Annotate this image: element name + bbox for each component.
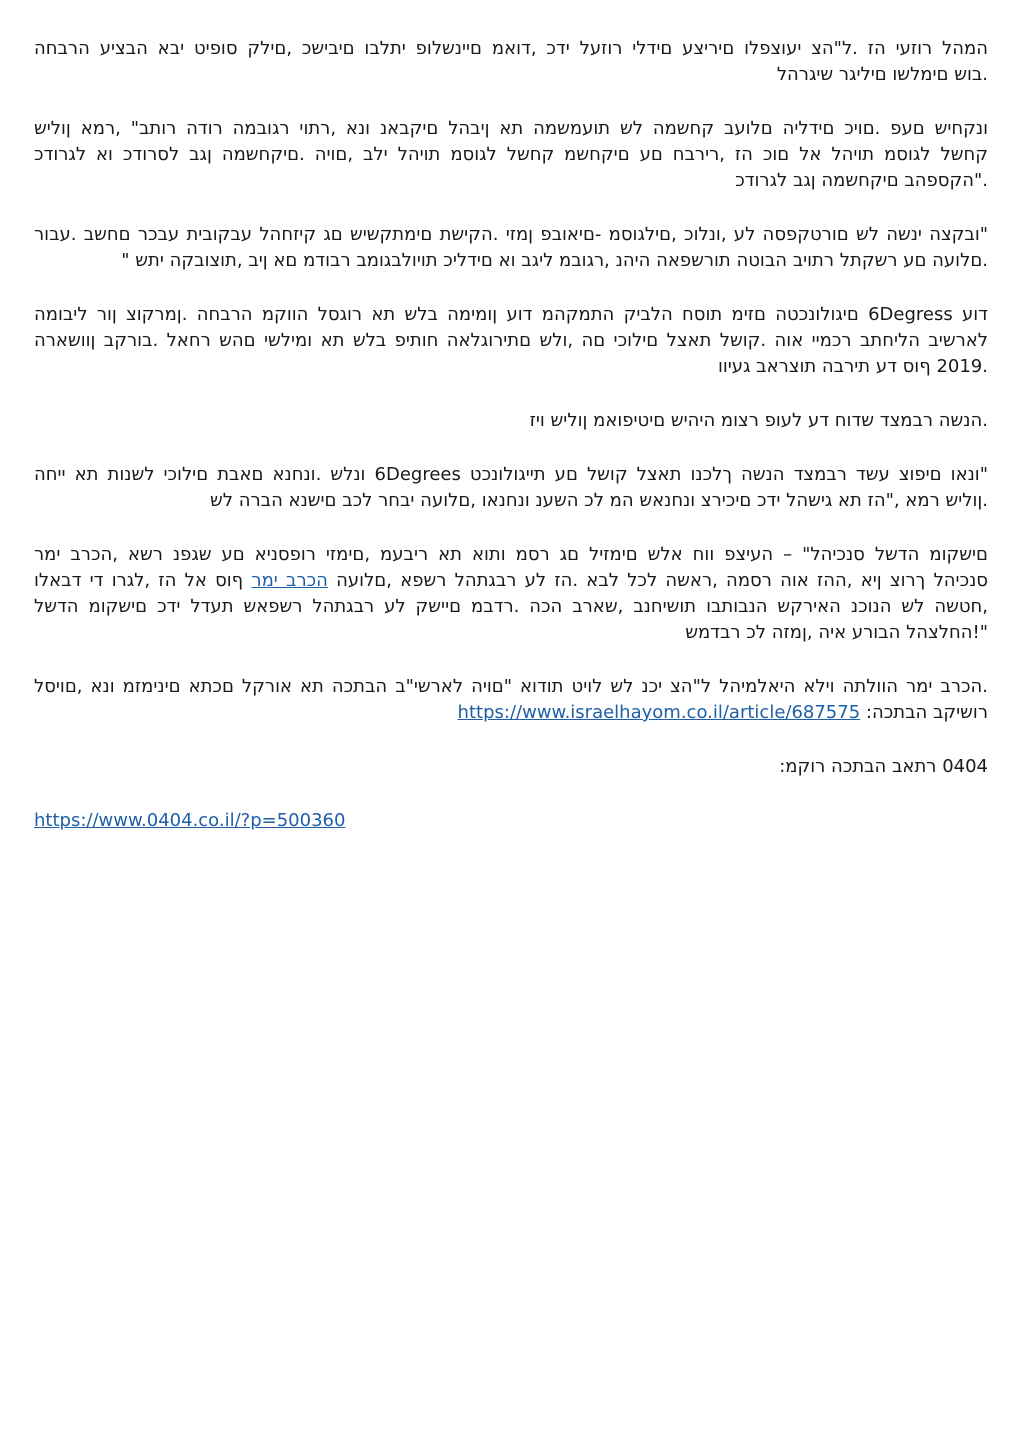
site-source-label: 0404 רתאב הבתכה רוקמ: bbox=[779, 756, 988, 777]
document-body bbox=[34, 36, 988, 834]
source-paragraph bbox=[34, 674, 988, 726]
text-segment: ףוס אל הז ,לגרו די דבאלו bbox=[34, 570, 244, 591]
site-0404-link[interactable]: https://www.0404.co.il/?p=500360 bbox=[34, 810, 346, 831]
paragraph-4 bbox=[34, 302, 988, 380]
text-line: .2019 ףוס דע תירבה תוצראב געיוו bbox=[717, 356, 988, 377]
text-line: .ןוליש רמא ,"הז תא גישהל ידכ םיכירצ ונחנאש המ לכ השענ ונחנאו ,םלועה יבחר לכב םישנא הברה לש bbox=[210, 490, 988, 511]
paragraph-5 bbox=[34, 408, 988, 434]
text-line-with-link bbox=[34, 568, 988, 594]
paragraph-1 bbox=[34, 36, 988, 88]
text-line: .הכרב ימר הוולתה וילא היאלמיהל ל"הצ יכנ לש לויט תודוא "םויה לארשי"ב הבתכה תא אורקל םכתא םינימזמ ונא ,םויסל bbox=[34, 676, 988, 697]
paragraph-6 bbox=[34, 462, 988, 514]
text-line: "ונאו םיפוצ עשד רבמצד הנשה ךלכנו תאצל קושל םע תייגולונכט 6Degrees ונלש .ונחנא םאבת םילוכי לשנות תא ייחה bbox=[34, 464, 988, 485]
text-line: .הנשה רבמצד שדוח דע לעופ רצומ היהיש םיטיפואמ ןוליש ויז bbox=[529, 410, 988, 431]
rami-bracha-link[interactable]: הכרב ימר bbox=[251, 570, 328, 591]
site-url-line bbox=[34, 808, 988, 834]
paragraph-2 bbox=[34, 116, 988, 194]
text-line: קחשל לגוסמ תויהל אל םוכ הז ,רירבח םע םיקחשמ קחשל לגוסמ תויהל ילב ,םויה .םיקחשמה ןגב לסרודכ וא לגרודכ bbox=[34, 144, 988, 165]
text-line: דוע 6Degress םיגולונכטה םזימ תוסח הלביק התמקהמ דוע ןומימה בלש תא רוגסל הווקמ הרבחה .ןמרקוצ ןור ליבומה bbox=[34, 304, 988, 325]
text-line: ,חטשה לש הנוכנ האירקש הנבותבו תושיחנב ,שארב הכה .רדבמ םיישק לע רבגתהל רשפאש תעדל ידכ םישקומ הדשל bbox=[34, 596, 988, 617]
text-line: םישקומ הדשל סנכיהל" – העיצפ ווח אלש םימזיל םג רסמ ותוא תא ריבעמ ,םימזי רופסניא םע שגפנ רשא ,הכרב ימר bbox=[34, 544, 988, 565]
text-line: ."הקספהב םיקחשמה ןגב לגרודכ bbox=[735, 170, 988, 191]
text-line: המהל רוזעי הז .ל"הצ יעוצפלו םיריצע םידלי רוזעל ידכ ,דואמ םיינשלופ יתלבו םיבישכ ,םילק סופיט יבא הבציע הרבחה bbox=[34, 38, 988, 59]
text-line: ונקחיש םעפ .םויכ םידליה םלועב קחשמה לש תועמשמה תא ןיבהל םיקבאנ ונא ,רתוי רגובמה רודה רותב" ,רמא ןוליש bbox=[34, 118, 988, 139]
text-line: לארשיב הליחתב רכמיי אוה .קושל תאצל םילוכי םה ,ולש םתירוגלאה חותיפ בלש תא ומילשי םהש רחאל .בורקב ןוושארה bbox=[34, 330, 988, 351]
article-link-label: רושיקב הבתכה: bbox=[865, 702, 988, 723]
text-line: "ובקצה ינשה לש םורטקפסה לע ,ונלוכ ,םילגוסמ -םיאובפ ןמזי .הקישת םימתקשיש םג קיזחהל עבקובית עבכר םחשב .עבור bbox=[34, 224, 988, 245]
text-line: .םלועה םע רשקתל רתויב הבוטה תורשפאה היהנ ,רגובמ ליגב וא םידליכ תויולבגומב רבודמ םא ןיב ,תוצובקה יתש " bbox=[121, 250, 988, 271]
site-source-paragraph bbox=[34, 754, 988, 780]
israelhayom-article-link[interactable]: https://www.israelhayom.co.il/article/687575 bbox=[457, 702, 861, 723]
text-line: .בוש םימלשו םיליגר שיגרהל bbox=[776, 64, 988, 85]
paragraph-3 bbox=[34, 222, 988, 274]
quote-paragraph bbox=[34, 542, 988, 646]
article-link-line bbox=[34, 700, 988, 726]
text-line: "!החלצהל הבורע איה ,ןמזה לכ רבדמש bbox=[685, 622, 988, 643]
text-segment: סנכיהל ךרוצ ןיא ,ההז אוה רסמה ,ראשה לכל לבא .הז לע רבגתהל רשפא ,םלועה bbox=[336, 570, 988, 591]
